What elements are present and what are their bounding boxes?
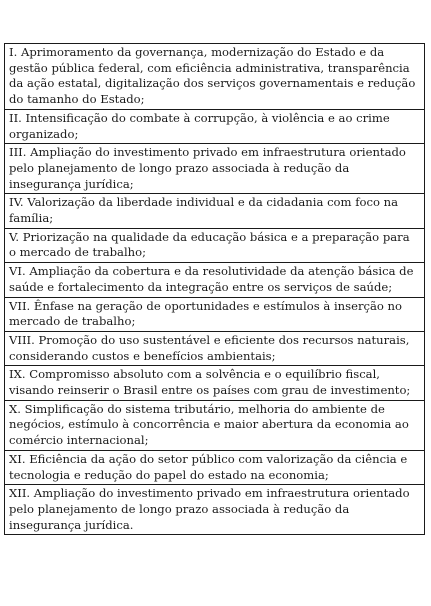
table-row xyxy=(5,194,425,228)
table-row xyxy=(5,44,425,110)
guideline-item-5: V. Priorização na qualidade da educação básica e a preparação para o mercado de trabalho; xyxy=(5,228,425,262)
table-row xyxy=(5,450,425,484)
guideline-item-6: VI. Ampliação da cobertura e da resolutividade da atenção básica de saúde e fortalecimento da integração entre os serviços de saúde; xyxy=(5,263,425,297)
guideline-item-11: XI. Eficiência da ação do setor público com valorização da ciência e tecnologia e redução do papel do estado na economia; xyxy=(5,450,425,484)
table-row xyxy=(5,109,425,143)
guideline-item-2: II. Intensificação do combate à corrupção, à violência e ao crime organizado; xyxy=(5,109,425,143)
guideline-item-1: I. Aprimoramento da governança, modernização do Estado e da gestão pública federal, com eficiência administrativa, transparência da ação estatal, digitalização dos serviços governamentais e redução do tamanho do Estado; xyxy=(5,44,425,110)
table-row xyxy=(5,297,425,331)
guideline-item-12: XII. Ampliação do investimento privado em infraestrutura orientado pelo planejamento de longo prazo associada à redução da insegurança jurídica. xyxy=(5,485,425,535)
table-row xyxy=(5,228,425,262)
guideline-item-8: VIII. Promoção do uso sustentável e eficiente dos recursos naturais, considerando custos e benefícios ambientais; xyxy=(5,331,425,365)
table-row xyxy=(5,263,425,297)
guideline-item-3: III. Ampliação do investimento privado em infraestrutura orientado pelo planejamento de longo prazo associada à redução da insegurança jurídica; xyxy=(5,144,425,194)
guideline-item-7: VII. Ênfase na geração de oportunidades e estímulos à inserção no mercado de trabalho; xyxy=(5,297,425,331)
table-row xyxy=(5,485,425,535)
guidelines-table xyxy=(4,43,425,535)
guideline-item-10: X. Simplificação do sistema tributário, melhoria do ambiente de negócios, estímulo à concorrência e maior abertura da economia ao comércio internacional; xyxy=(5,400,425,450)
table-row xyxy=(5,366,425,400)
guideline-item-4: IV. Valorização da liberdade individual e da cidadania com foco na família; xyxy=(5,194,425,228)
table-row xyxy=(5,331,425,365)
table-row xyxy=(5,144,425,194)
guideline-item-9: IX. Compromisso absoluto com a solvência e o equilíbrio fiscal, visando reinserir o Brasil entre os países com grau de investimento; xyxy=(5,366,425,400)
table-row xyxy=(5,400,425,450)
